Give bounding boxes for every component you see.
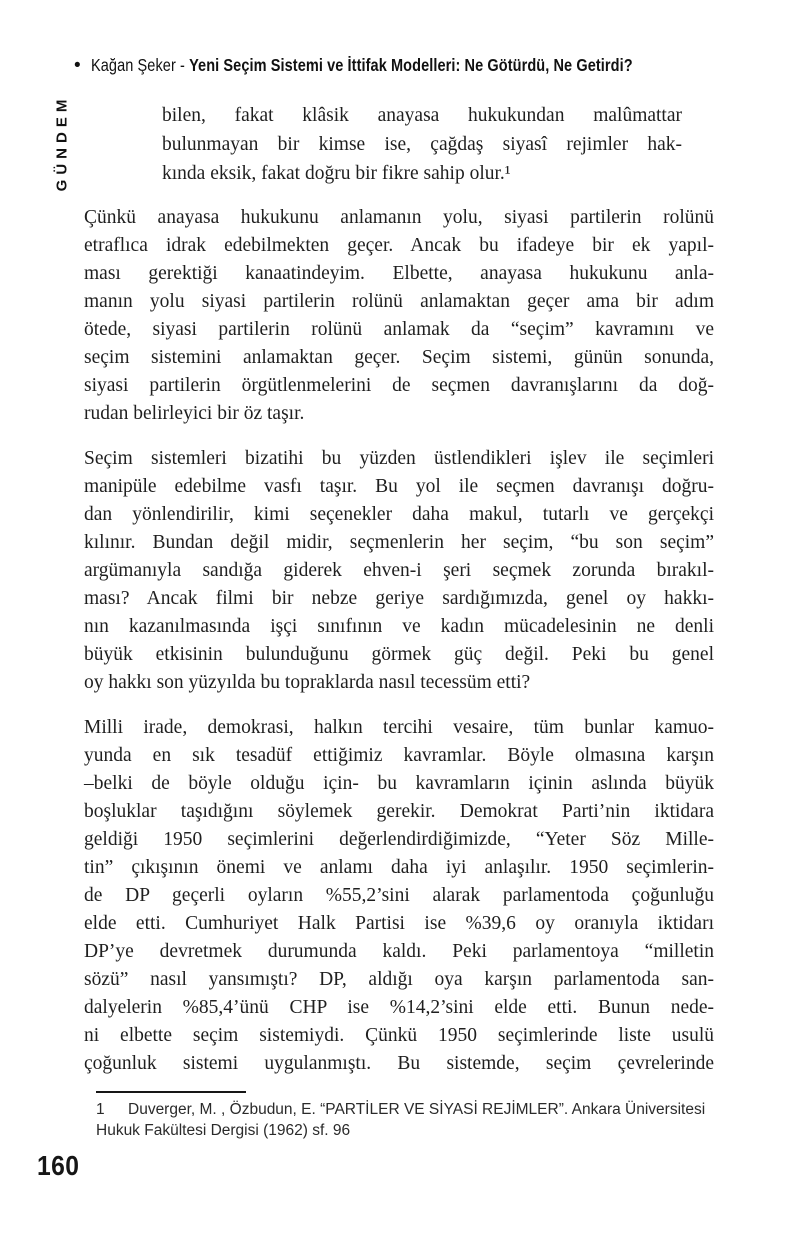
body-paragraph-1 <box>84 204 714 428</box>
text-line: yunda en sık tesadüf ettiğimiz kavramlar. Böyle olmasına karşın <box>84 745 714 766</box>
header-author: Kağan Şeker - <box>90 55 185 75</box>
footnote-line-1 <box>96 1099 714 1120</box>
section-label-gundem: GÜNDEM <box>53 94 71 192</box>
running-header <box>74 55 743 76</box>
text-line: dalyelerin %85,4’ünü CHP ise %14,2’sini elde etti. Bunun nede- <box>84 997 714 1018</box>
text-line: çoğunluk sistemi uygulanmıştı. Bu sistemde, seçim çevrelerinde <box>84 1053 714 1074</box>
body-paragraph-2 <box>84 445 714 697</box>
running-header-text <box>91 55 633 76</box>
text-line: –belki de böyle olduğu için- bu kavramların içinin aslında büyük <box>84 773 714 794</box>
text-line: kılınır. Bundan değil midir, seçmenlerin her seçim, “bu son seçim” <box>84 532 714 553</box>
text-line: dan yönlendirilir, kimi seçenekler daha makul, tutarlı ve gerçekçi <box>84 504 714 525</box>
text-line: oy hakkı son yüzyılda bu topraklarda nasıl tecessüm etti? <box>84 672 531 693</box>
page-body <box>84 101 714 1141</box>
page-number: 160 <box>37 1150 80 1181</box>
text-line: rudan belirleyici bir öz taşır. <box>84 403 305 424</box>
text-line: Seçim sistemleri bizatihi bu yüzden üstlendikleri işlev ile seçimleri <box>84 448 714 469</box>
bullet-icon: • <box>74 55 81 76</box>
text-line: siyasi partilerin örgütlenmelerini de seçmen davranışlarını da doğ- <box>84 375 714 396</box>
footnote <box>96 1099 714 1141</box>
text-line: nın kazanılmasında işçi sınıfının ve kadın mücadelesinin ne denli <box>84 616 714 637</box>
text-line: sözü” nasıl yansımıştı? DP, aldığı oya karşın parlamentoda san- <box>84 969 714 990</box>
text-line: büyük etkisinin bulunduğunu görmek güç değil. Peki bu genel <box>84 644 714 665</box>
text-line: boşluklar taşıdığını söylemek gerekir. Demokrat Parti’nin iktidara <box>84 801 714 822</box>
text-line: ması? Ancak filmi bir nebze geriye sardığımızda, genel oy hakkı- <box>84 588 714 609</box>
text-line: kında eksik, fakat doğru bir fikre sahip olur.¹ <box>162 163 511 184</box>
text-line: manipüle edebilme vasfı taşır. Bu yol ile seçmen davranışı doğru- <box>84 476 714 497</box>
footnote-separator <box>96 1091 246 1093</box>
text-line: ni elbette seçim sistemiydi. Çünkü 1950 seçimlerinde liste usulü <box>84 1025 714 1046</box>
text-line: ması gerektiği kanaatindeyim. Elbette, anayasa hukukunu anla- <box>84 263 714 284</box>
footnote-text-2: Hukuk Fakültesi Dergisi (1962) sf. 96 <box>96 1122 351 1139</box>
header-article-title: Yeni Seçim Sistemi ve İttifak Modelleri: Ne Götürdü, Ne Getirdi? <box>188 55 633 75</box>
text-line: etraflıca idrak edebilmekten geçer. Ancak bu ifadeye bir ek yapıl- <box>84 235 714 256</box>
text-line: Milli irade, demokrasi, halkın tercihi vesaire, tüm bunlar kamuo- <box>84 717 714 738</box>
text-line: tin” çıkışının önemi ve anlamı daha iyi anlaşılır. 1950 seçimlerin- <box>84 857 714 878</box>
text-line: seçim sistemini anlamaktan geçer. Seçim sistemi, günün sonunda, <box>84 347 714 368</box>
text-line: DP’ye devretmek durumunda kaldı. Peki parlamentoya “milletin <box>84 941 714 962</box>
footnote-text-1: Duverger, M. , Özbudun, E. “PARTİLER VE SİYASİ REJİMLER”. Ankara Üniversitesi <box>128 1101 706 1118</box>
text-line: argümanıyla sandığa giderek ehven-i şeri seçmek zorunda bırakıl- <box>84 560 714 581</box>
text-line: ötede, siyasi partilerin rolünü anlamak da “seçim” kavramını ve <box>84 319 714 340</box>
text-line: bilen, fakat klâsik anayasa hukukundan malûmattar <box>162 105 682 126</box>
text-line: bulunmayan bir kimse ise, çağdaş siyasî rejimler hak- <box>162 134 682 155</box>
text-line: elde etti. Cumhuriyet Halk Partisi ise %39,6 oy oranıyla iktidarı <box>84 913 714 934</box>
footnote-marker: 1 <box>96 1101 105 1118</box>
quote-block <box>162 101 682 188</box>
text-line: Çünkü anayasa hukukunu anlamanın yolu, siyasi partilerin rolünü <box>84 207 714 228</box>
body-paragraph-3 <box>84 714 714 1078</box>
text-line: de DP geçerli oyların %55,2’sini alarak parlamentoda çoğunluğu <box>84 885 714 906</box>
text-line: geldiği 1950 seçimlerini değerlendirdiğimizde, “Yeter Söz Mille- <box>84 829 714 850</box>
text-line: manın yolu siyasi partilerin rolünü anlamaktan geçer ama bir adım <box>84 291 714 312</box>
